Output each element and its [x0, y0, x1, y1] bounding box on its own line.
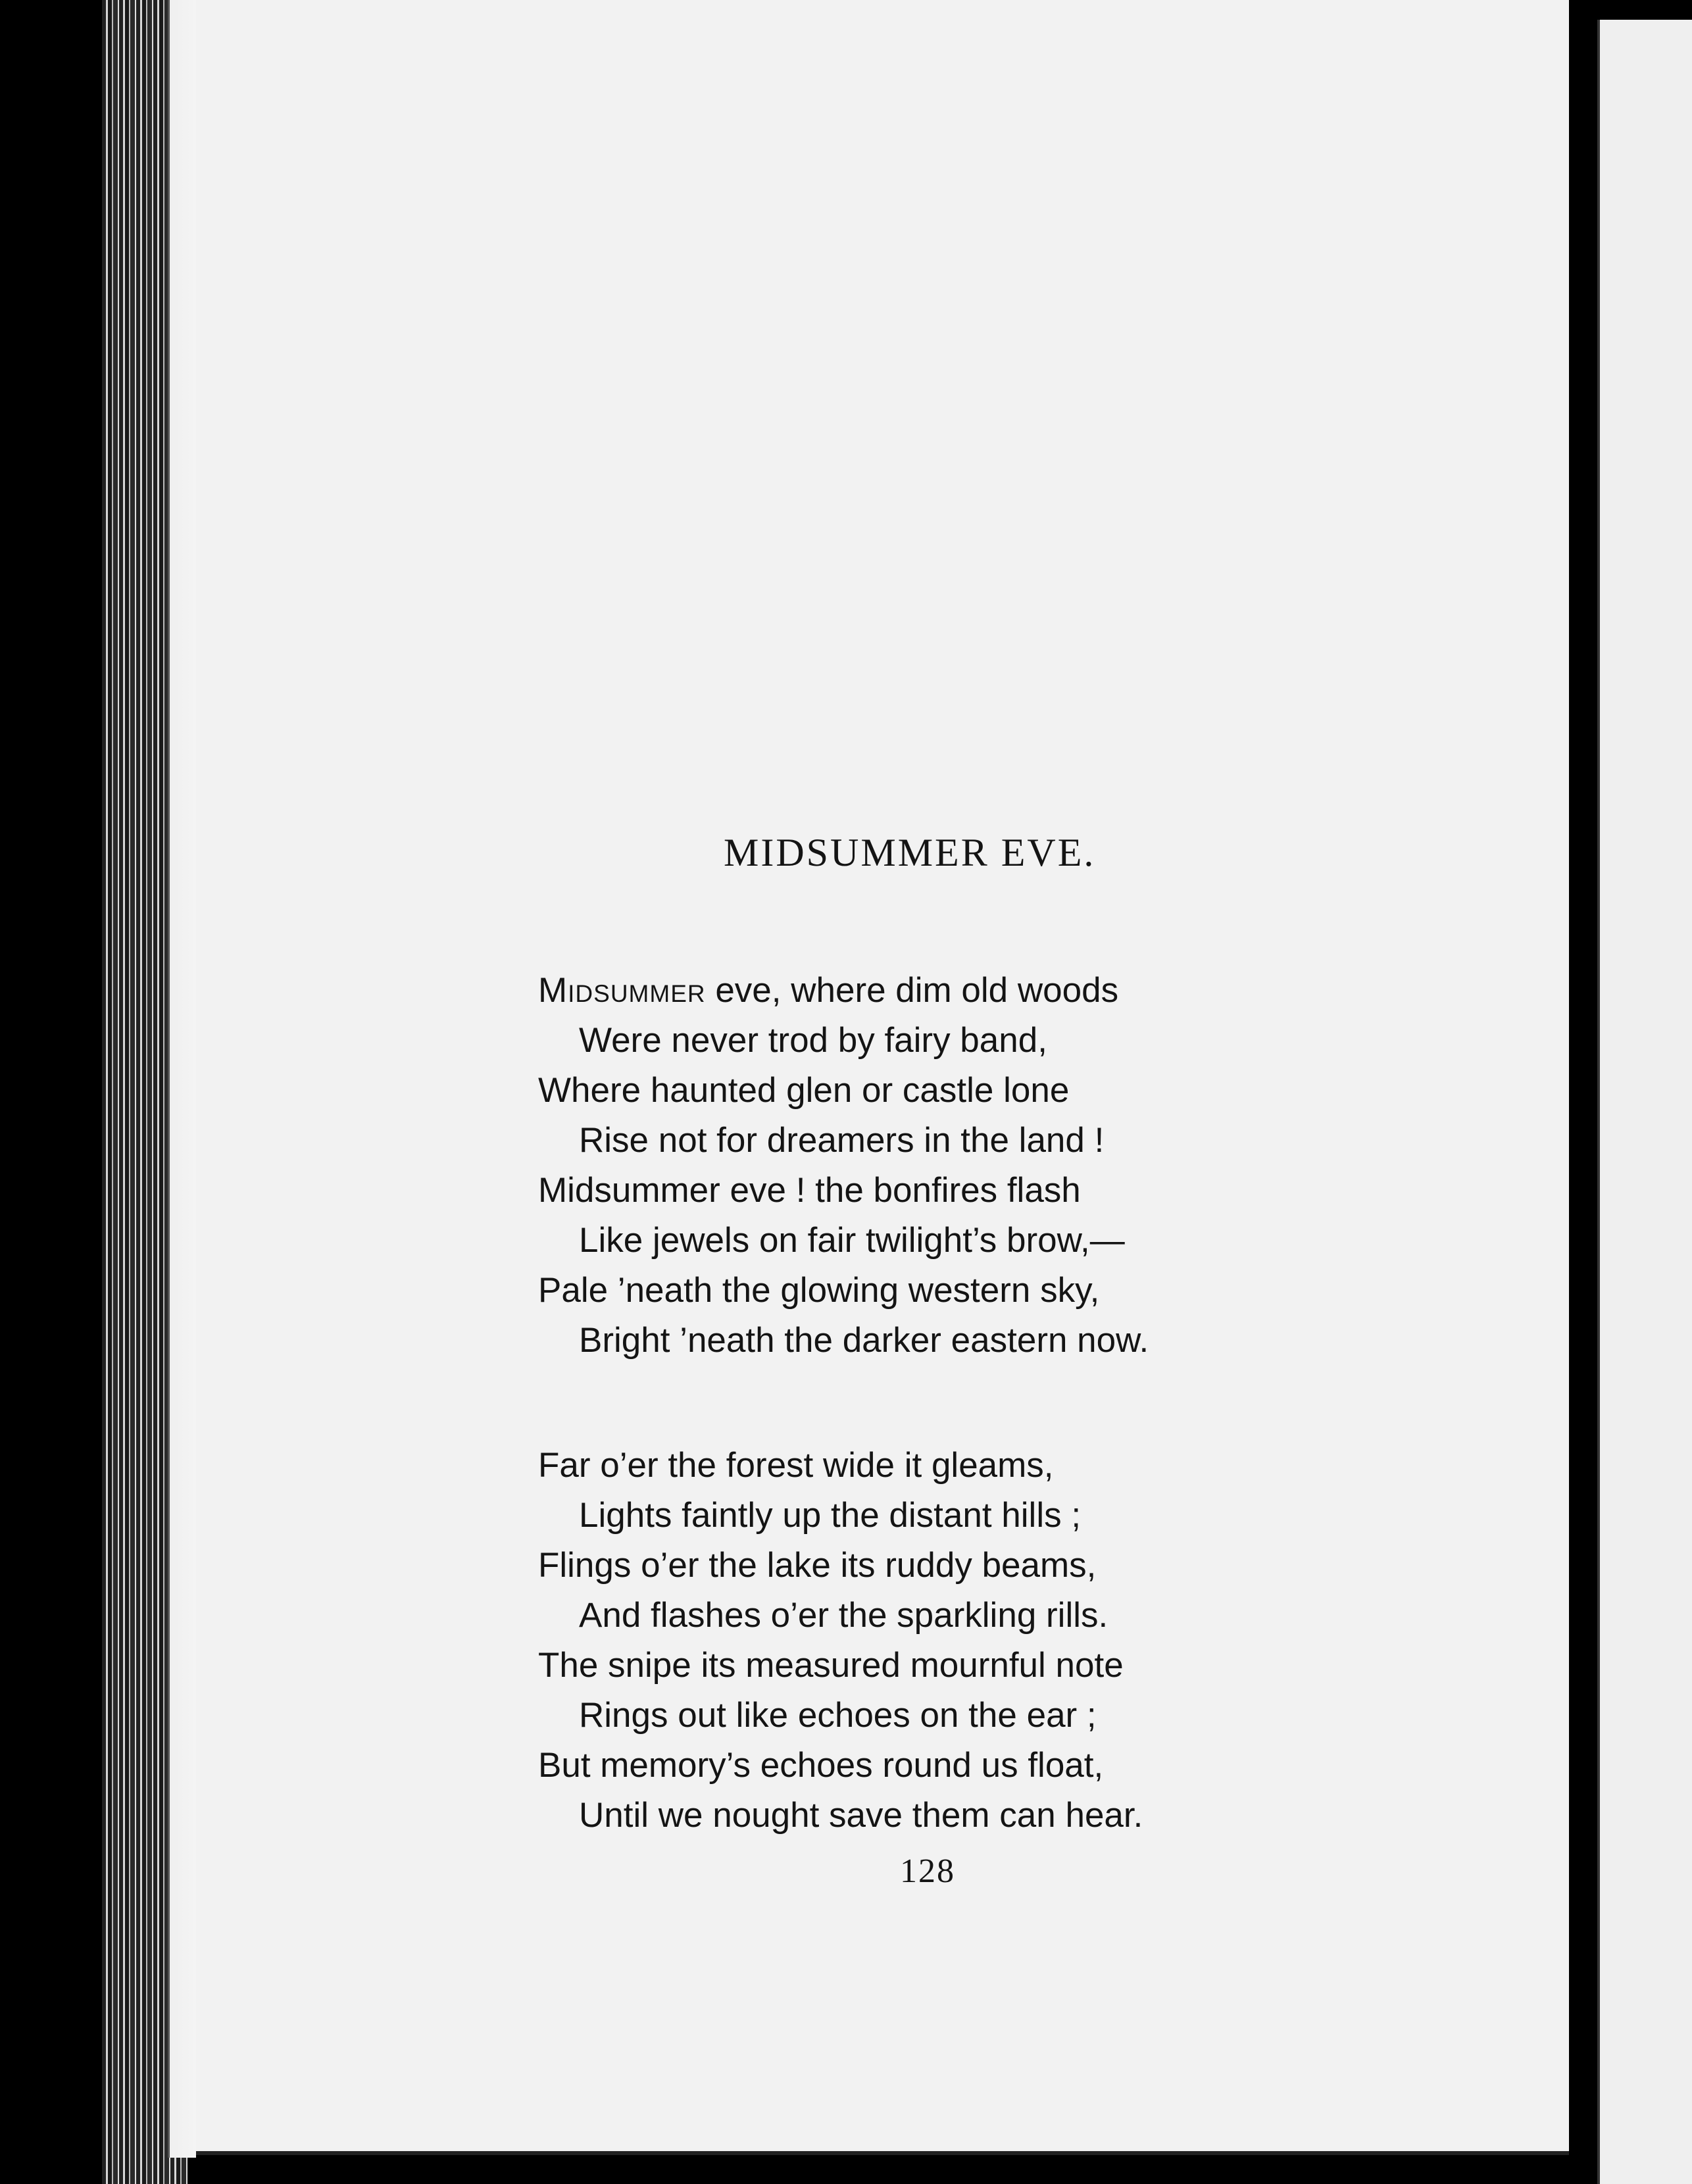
stanza-1	[538, 966, 1262, 1366]
poem-title: MIDSUMMER EVE.	[724, 831, 1096, 874]
poem-line: The snipe its measured mournful note	[538, 1646, 1124, 1685]
poem-line: But memory’s echoes round us float,	[538, 1746, 1104, 1785]
poem-line: Were never trod by fairy band,	[579, 1021, 1047, 1060]
poem-line: Pale ’neath the glowing western sky,	[538, 1271, 1100, 1310]
stanza-2	[538, 1441, 1262, 1841]
initial-word: Midsummer	[538, 971, 706, 1010]
poem-line: Until we nought save them can hear.	[579, 1796, 1143, 1835]
poem-line: Like jewels on fair twilight’s brow,—	[579, 1221, 1125, 1260]
poem-line	[538, 966, 1262, 1016]
poem-line: Flings o’er the lake its ruddy beams,	[538, 1546, 1097, 1585]
poem-line: Where haunted glen or castle lone	[538, 1071, 1070, 1110]
poem-line: Rise not for dreamers in the land !	[579, 1121, 1105, 1160]
line-text: eve, where dim old woods	[705, 971, 1119, 1010]
poem-line: And flashes o’er the sparkling rills.	[579, 1596, 1108, 1635]
facing-page-edge	[1597, 20, 1692, 2184]
poem-line: Lights faintly up the distant hills ;	[579, 1496, 1082, 1535]
poem-line: Bright ’neath the darker eastern now.	[579, 1321, 1149, 1360]
book-gutter	[1569, 0, 1597, 2184]
poem-line: Rings out like echoes on the ear ;	[579, 1696, 1097, 1735]
poem-line: Far o’er the forest wide it gleams,	[538, 1446, 1054, 1485]
page-edge-highlight	[168, 0, 196, 2158]
page-number: 128	[900, 1852, 955, 1890]
poem-line: Midsummer eve ! the bonfires flash	[538, 1171, 1081, 1210]
